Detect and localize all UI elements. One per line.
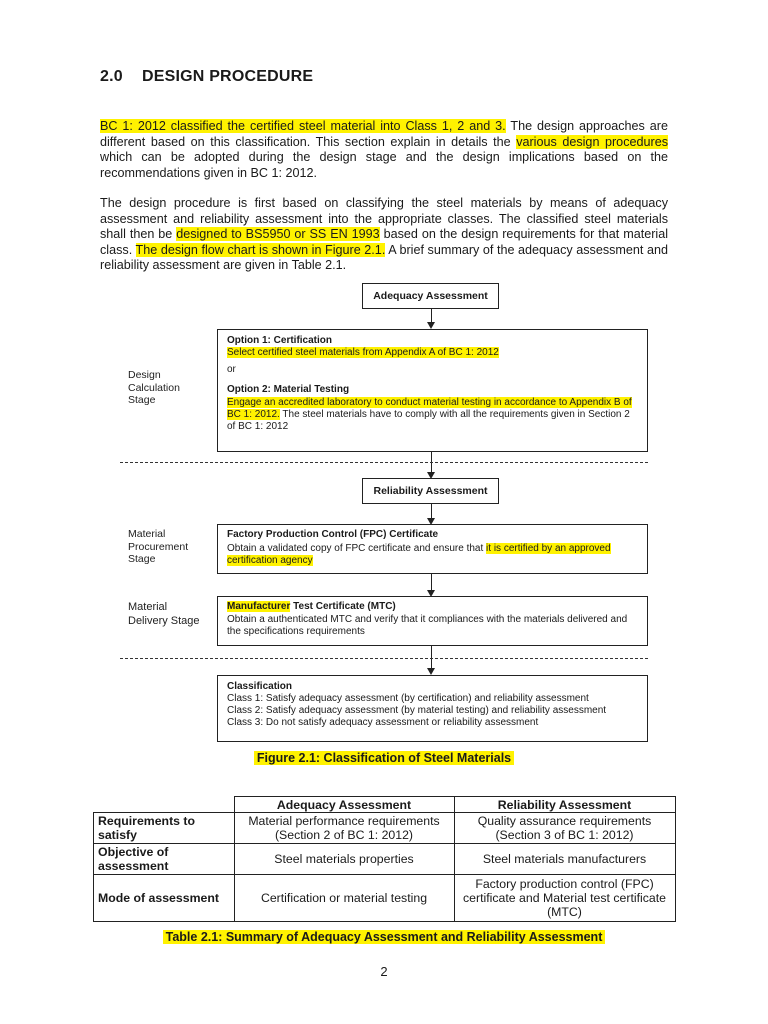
class2-text: Class 2: Satisfy adequacy assessment (by material testing) and reliability assessment	[227, 705, 607, 716]
mtc-highlight: Manufacturer	[227, 601, 291, 612]
page-number: 2	[380, 964, 388, 979]
adequacy-assessment-box: Adequacy Assessment	[362, 283, 499, 309]
cell-adequacy-objective: Steel materials properties	[234, 844, 454, 875]
paragraph-1-text-b: which can be adopted during the design stage and the design implications based on the recommendations given in BC 1: 2012.	[100, 150, 668, 180]
connector-line	[431, 574, 432, 591]
mtc-text: Obtain a authenticated MTC and verify that it compliances with the materials delivered and the specifications requirements	[227, 614, 628, 637]
fpc-highlight: it is certified by an approved certification agency	[227, 543, 611, 566]
table-row	[94, 844, 676, 875]
class3-text: Class 3: Do not satisfy adequacy assessment or reliability assessment	[227, 717, 539, 728]
mtc-certificate-box	[217, 596, 648, 646]
section-heading	[100, 68, 313, 86]
paragraph-1	[100, 119, 668, 181]
figure-caption: Figure 2.1: Classification of Steel Materials	[254, 751, 514, 765]
table-caption-wrap	[0, 928, 768, 946]
material-delivery-stage-label: Material Delivery Stage	[128, 601, 200, 627]
section-number: 2.0	[100, 68, 123, 85]
classification-box	[217, 675, 648, 742]
option2-highlight: Engage an accredited laboratory to conduct material testing in accordance to Appendix B of BC 1: 2012.	[227, 397, 632, 420]
cell-reliability-requirements: Quality assurance requirements (Section 3 of BC 1: 2012)	[454, 813, 675, 844]
cell-reliability-mode: Factory production control (FPC) certificate and Material test certificate (MTC)	[454, 875, 675, 922]
table-header-reliability: Reliability Assessment	[454, 797, 675, 813]
paragraph-2-text-a: The design procedure is first based on classifying the steel materials by means of adequacy assessment and reliability assessment into the appropriate classes. The classified steel materials shall then be	[100, 196, 668, 241]
fpc-text: Obtain a validated copy of FPC certificate and ensure that	[227, 543, 487, 554]
table-caption: Table 2.1: Summary of Adequacy Assessment and Reliability Assessment	[163, 930, 606, 944]
arrow-down-icon	[427, 668, 435, 675]
arrow-down-icon	[427, 322, 435, 329]
summary-table	[93, 796, 676, 922]
paragraph-2-text-c: A brief summary of the adequacy assessment and reliability assessment are given in Table 2.1.	[100, 242, 669, 272]
section-title: DESIGN PROCEDURE	[142, 68, 314, 85]
cell-adequacy-requirements: Material performance requirements (Section 2 of BC 1: 2012)	[234, 813, 454, 844]
material-procurement-stage-label: Material Procurement Stage	[128, 528, 189, 565]
row-label-requirements: Requirements to satisfy	[94, 813, 235, 844]
table-row	[94, 813, 676, 844]
stage-divider	[120, 462, 648, 463]
highlight-class-text: BC 1: 2012 classified the certified steel material into Class 1, 2 and 3.	[100, 119, 506, 133]
highlight-design-procedures: various design procedures	[516, 134, 668, 149]
table-header-row	[94, 797, 676, 813]
design-options-box	[217, 329, 648, 452]
highlight-flowchart-ref: The design flow chart is shown in Figure 2.1.	[135, 242, 386, 257]
connector-line	[431, 646, 432, 668]
reliability-assessment-box: Reliability Assessment	[362, 478, 499, 504]
option1-text: Select certified steel materials from Appendix A of BC 1: 2012	[227, 347, 499, 358]
highlight-design-standard: designed to BS5950 or SS EN 1993	[176, 227, 380, 241]
option2-text: The steel materials have to comply with all the requirements given in Section 2 of BC 1: 2012	[227, 409, 630, 432]
table-corner-cell	[94, 797, 235, 813]
table-header-adequacy: Adequacy Assessment	[234, 797, 454, 813]
paragraph-1-text-a: The design approaches are different based on this classification. This section explain in details the	[100, 119, 668, 149]
mtc-title: Test Certificate (MTC)	[290, 601, 396, 612]
cell-adequacy-mode: Certification or material testing	[234, 875, 454, 922]
class1-text: Class 1: Satisfy adequacy assessment (by certification) and reliability assessment	[227, 693, 589, 704]
classification-title: Classification	[227, 681, 293, 692]
fpc-certificate-box	[217, 524, 648, 574]
row-label-objective: Objective of assessment	[94, 844, 235, 875]
fpc-title: Factory Production Control (FPC) Certificate	[227, 529, 439, 540]
paragraph-2	[100, 196, 668, 274]
figure-caption-wrap	[0, 749, 768, 767]
row-label-mode: Mode of assessment	[94, 875, 235, 922]
cell-reliability-objective: Steel materials manufacturers	[454, 844, 675, 875]
option1-title: Option 1: Certification	[227, 335, 332, 346]
stage-divider	[120, 658, 648, 659]
or-text: or	[227, 364, 236, 375]
table-row	[94, 875, 676, 922]
option2-title: Option 2: Material Testing	[227, 384, 350, 395]
design-calculation-stage-label: Design Calculation Stage	[128, 369, 180, 406]
connector-line	[431, 452, 432, 474]
paragraph-2-text-b: based on the design requirements for that material class.	[100, 227, 668, 257]
